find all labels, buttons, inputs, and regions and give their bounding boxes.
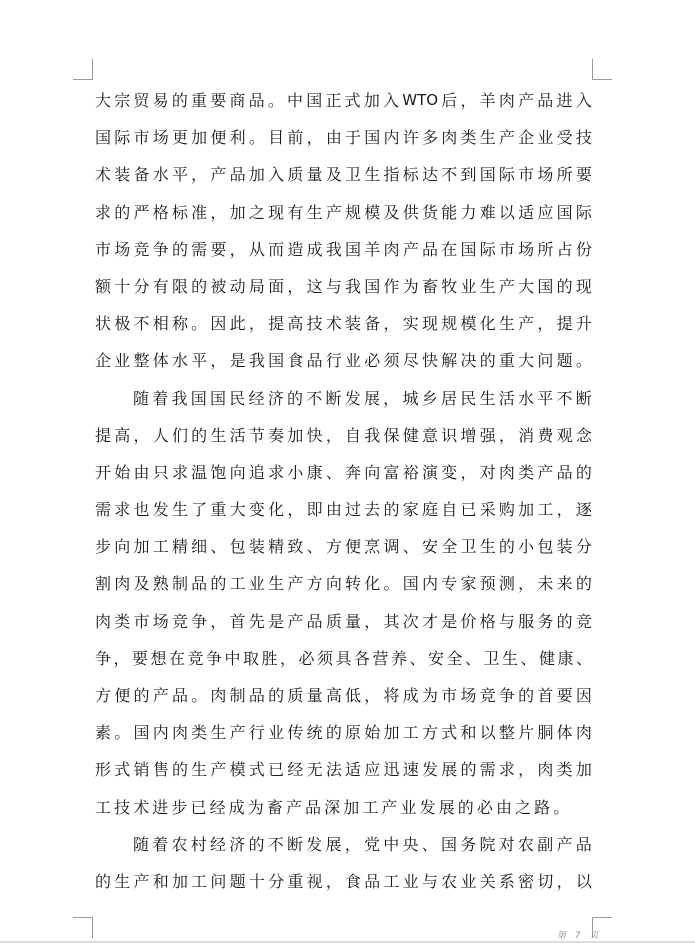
text-line: 大 宗 贸 易 的 重 要 商 品 。 中 国 正 式 加 入 WTO 后 ， 羊 肉 产 品 进 入 — [95, 91, 592, 110]
document-body[interactable] — [95, 82, 592, 900]
text-line: 割 肉 及 熟 制 品 的 工 业 生 产 方 向 转 化 。 国 内 专 家 预 测 ， 未 来 的 — [95, 574, 592, 594]
page-number: 第 7 页 — [557, 931, 602, 941]
text-line: 素 。 国 内 肉 类 生 产 行 业 传 统 的 原 始 加 工 方 式 和 以 整 片 胴 体 肉 — [95, 723, 592, 743]
text-line: 额 十 分 有 限 的 被 动 局 面 ， 这 与 我 国 作 为 畜 牧 业 生 产 大 国 的 现 — [95, 276, 592, 296]
text-line: 方 便 的 产 品 。 肉 制 品 的 质 量 高 低 ， 将 成 为 市 场 竞 争 的 首 要 因 — [95, 686, 592, 705]
text-line: 状 极 不 相 称 。 因 此 ， 提 高 技 术 装 备 ， 实 现 规 模 化 生 产 ， 提 升 — [95, 314, 592, 334]
text-line: 市 场 竞 争 的 需 要 ， 从 而 造 成 我 国 羊 肉 产 品 在 国 际 市 场 所 占 份 — [95, 239, 592, 259]
text-line: 随 着 我 国 国 民 经 济 的 不 断 发 展 ， 城 乡 居 民 生 活 水 平 不 断 — [133, 388, 592, 408]
margin-corner-mark-bottom-left — [73, 917, 93, 938]
text-line: 肉 类 市 场 竞 争 ， 首 先 是 产 品 质 量 ， 其 次 才 是 价 格 与 服 务 的 竞 — [95, 611, 592, 631]
margin-corner-mark-top-left — [73, 59, 93, 80]
text-line: 争 ， 要 想 在 竞 争 中 取 胜 ， 必 须 具 各 营 养 、 安 全 、 卫 生 、 健 康 、 — [95, 648, 593, 668]
text-line: 形 式 销 售 的 生 产 模 式 已 经 无 法 适 应 迅 速 发 展 的 需 求 ， 肉 类 加 — [95, 760, 592, 780]
text-line: 开 始 由 只 求 温 饱 向 追 求 小 康 、 奔 向 富 裕 演 变 ， 对 肉 类 产 品 的 — [95, 462, 592, 482]
text-line: 步 向 加 工 精 细 、 包 装 精 致 、 方 便 烹 调 、 安 全 卫 生 的 小 包 装 分 — [95, 537, 592, 557]
margin-corner-mark-top-right — [592, 59, 612, 80]
text-line: 随 着 农 村 经 济 的 不 断 发 展 ， 党 中 央 、 国 务 院 对 农 副 产 品 — [133, 834, 592, 854]
text-line: 工 技 术 进 步 已 经 成 为 畜 产 品 深 加 工 产 业 发 展 的 必 由 之 路 。 — [95, 797, 570, 817]
text-line: 提 高 ， 人 们 的 生 活 节 奏 加 快 ， 自 我 保 健 意 识 增 强 ， 消 费 观 念 — [95, 425, 592, 445]
text-line: 企 业 整 体 水 平 ， 是 我 国 食 品 行 业 必 须 尽 快 解 决 的 重 大 问 题 。 — [95, 351, 592, 371]
text-line: 国 际 市 场 更 加 便 利 。 目 前 ， 由 于 国 内 许 多 肉 类 生 产 企 业 受 技 — [95, 128, 592, 148]
text-line: 需 求 也 发 生 了 重 大 变 化 ， 即 由 过 去 的 家 庭 自 已 采 购 加 工 ， 逐 — [95, 500, 592, 520]
text-line: 求 的 严 格 标 准 ， 加 之 现 有 生 产 规 模 及 供 货 能 力 难 以 适 应 国 际 — [95, 202, 592, 222]
text-line: 术 装 备 水 平 ， 产 品 加 入 质 量 及 卫 生 指 标 达 不 到 国 际 市 场 所 要 — [95, 165, 592, 185]
text-line: 的 生 产 和 加 工 问 题 十 分 重 视 ， 食 品 工 业 与 农 业 关 系 密 切 ， 以 — [95, 871, 592, 891]
